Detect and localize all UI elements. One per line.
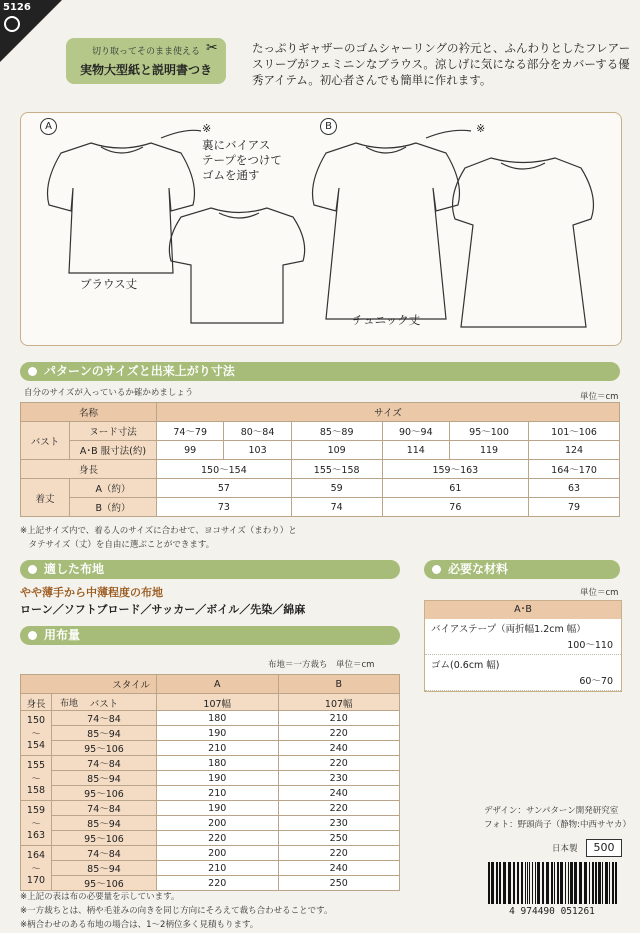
badge [66,38,226,84]
tape-label: バイアステープ（両折幅1.2cm 幅） [431,624,586,635]
yardage-b: 210 [278,711,400,726]
yardage-a: 210 [157,861,279,876]
illustration-panel [20,112,622,346]
bust-range: 85〜94 [52,771,157,786]
photo-credit: フォト：野頭尚子（静物:中西サヤカ） [484,820,631,830]
note-mark-b: ※ [476,122,486,135]
scissors-icon: ✂ [206,40,218,56]
made-in: 日本製 [552,844,578,854]
yardage-body [20,710,400,891]
tape-value: 100〜110 [425,637,621,655]
brand-logo [4,16,20,32]
materials-section-header: 必要な材料 [424,560,620,579]
fabric-sub: やや薄手から中薄程度の布地 [20,586,163,599]
yardage-row [21,756,400,771]
yardage-b: 220 [278,801,400,816]
yardage-row [21,831,400,846]
bust-range: 95〜106 [52,786,157,801]
materials-unit: 単位＝cm [580,588,619,598]
size-unit: 単位＝cm [580,392,619,402]
yardage-b: 230 [278,816,400,831]
yardage-a: 180 [157,711,279,726]
yardage-note: 布地＝一方裁ち 単位＝cm [268,660,375,670]
height-range: 155 〜 158 [21,756,52,801]
yardage-row [21,861,400,876]
bust-range: 95〜106 [52,876,157,891]
yardage-b: 250 [278,876,400,891]
pattern-number: 5126 [3,2,31,13]
label-b: B [320,118,337,135]
yardage-b: 240 [278,786,400,801]
yardage-section-header: 用布量 [20,626,400,645]
fabric-list: ローン／ソフトブロード／サッカー／ボイル／先染／綿麻 [20,603,306,616]
bust-range: 85〜94 [52,726,157,741]
yardage-row [21,726,400,741]
price: 500 [586,839,622,857]
yardage-table: スタイル A B 身長 バスト 107幅 107幅 [20,674,400,713]
yardage-a: 200 [157,816,279,831]
size-foot2: タテサイズ（丈）を自由に選ぶことができます。 [20,540,215,550]
design-credit: デザイン：サンパターン開発研究室 [484,806,619,816]
height-range: 150 〜 154 [21,711,52,756]
blouse-caption: ブラウス丈 [80,277,138,291]
yardage-b: 240 [278,741,400,756]
bias-note: 裏にバイアス テープをつけて ゴムを通す [202,138,282,182]
yardage-row [21,876,400,891]
yardage-b: 230 [278,771,400,786]
note-mark: ※ [202,122,212,135]
fabric-header-label: 布地 [60,699,79,709]
gum-value: 60〜70 [425,673,621,691]
yardage-a: 220 [157,831,279,846]
yardage-b: 240 [278,861,400,876]
yardage-row [21,816,400,831]
badge-line2: 実物大型紙と説明書つき [79,63,212,77]
badge-line1: 切り取ってそのまま使える [91,47,200,57]
yardage-a: 190 [157,726,279,741]
height-range: 164 〜 170 [21,846,52,891]
yardage-b: 220 [278,756,400,771]
bust-range: 74〜84 [52,801,157,816]
size-note: 自分のサイズが入っているか確かめましょう [24,388,194,398]
gum-label: ゴム(0.6cm 幅) [431,660,500,671]
bust-range: 74〜84 [52,756,157,771]
size-table: 名称 サイズ バスト ヌード寸法 74〜79 80〜84 85〜89 90〜94 95〜100 101〜106 A･B 服寸法(約) 99 103 109 114 119 124 身長 150〜154 155〜158 159〜163 164〜170 着丈 A（約） 57 59 61 63 B（約） 73 74 76 79 [20,402,620,517]
barcode-icon [486,862,618,904]
yardage-row [21,711,400,726]
barcode-number: 4 974490 051261 [509,906,595,917]
materials-box: A･B バイアステープ（両折幅1.2cm 幅） 100〜110 ゴム(0.6cm 幅) 60〜70 [424,600,622,692]
yardage-row [21,801,400,816]
size-foot1: ※上記サイズ内で、着る人のサイズに合わせて、ヨコサイズ（まわり）と [20,526,297,536]
size-section-header: パターンのサイズと出来上がり寸法 [20,362,620,381]
bust-range: 95〜106 [52,831,157,846]
height-range: 159 〜 163 [21,801,52,846]
bust-range: 74〜84 [52,846,157,861]
yardage-row [21,771,400,786]
yardage-a: 210 [157,786,279,801]
yardage-b: 250 [278,831,400,846]
bust-range: 85〜94 [52,861,157,876]
bust-range: 85〜94 [52,816,157,831]
label-a: A [40,118,57,135]
yardage-a: 200 [157,846,279,861]
bust-range: 95〜106 [52,741,157,756]
yardage-a: 190 [157,801,279,816]
yardage-foot2: ※一方裁ちとは、柄や毛並みの向きを同じ方向にそろえて裁ち合わせることです。 [20,906,333,916]
yardage-b: 220 [278,726,400,741]
tunic-caption: チュニック丈 [352,313,421,327]
yardage-row [21,741,400,756]
yardage-foot3: ※柄合わせのある布地の場合は、1〜2柄位多く見積もります。 [20,920,259,930]
yardage-row [21,786,400,801]
fabric-section-header: 適した布地 [20,560,400,579]
intro-text: たっぷりギャザーのゴムシャーリングの衿元と、ふんわりとしたフレアースリーブがフェミニンなブラウス。涼しげに気になる部分をカバーする優秀アイテム。初心者さんでも簡単に作れます。 [252,41,631,87]
bust-range: 74〜84 [52,711,157,726]
yardage-a: 190 [157,771,279,786]
yardage-b: 220 [278,846,400,861]
yardage-a: 220 [157,876,279,891]
yardage-a: 180 [157,756,279,771]
garment-illustration [21,113,621,345]
yardage-row [21,846,400,861]
yardage-a: 210 [157,741,279,756]
yardage-foot1: ※上記の表は布の必要量を示しています。 [20,892,180,902]
